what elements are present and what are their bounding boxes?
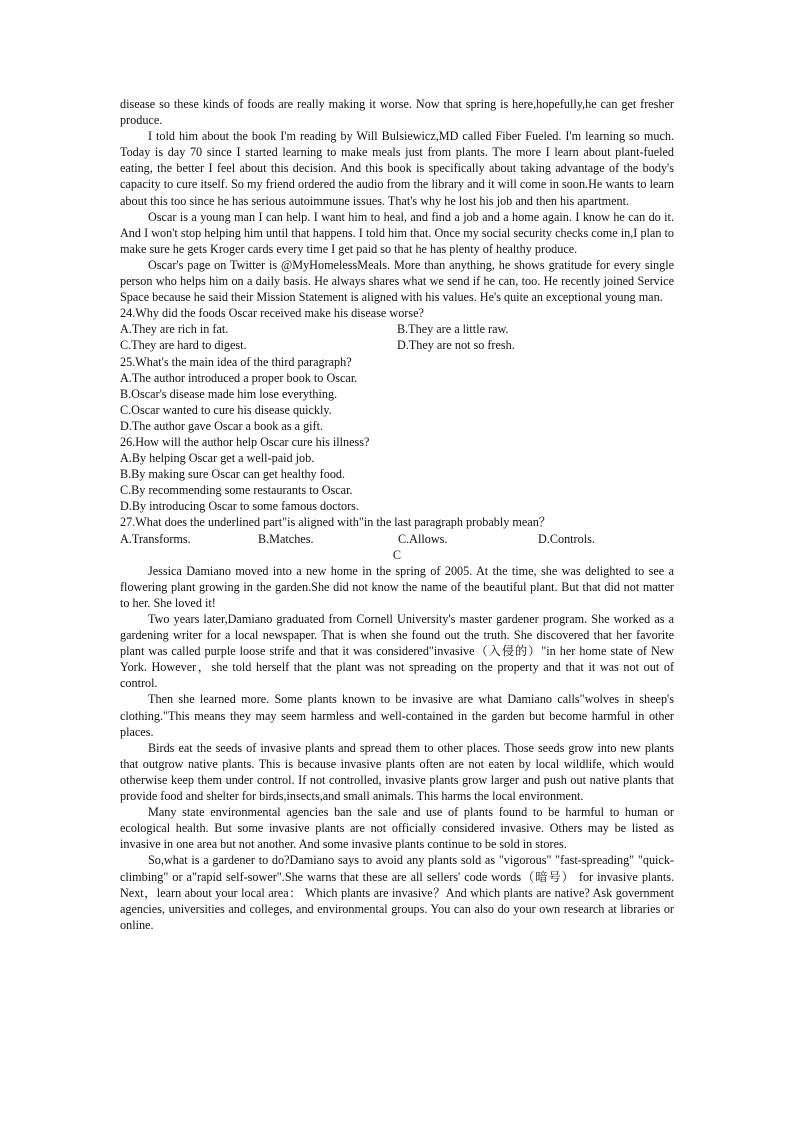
option-d: D.Controls. [538,531,595,546]
option-c: C.Allows. [398,531,448,546]
option-d: D.The author gave Oscar a book as a gift. [120,418,324,433]
option-a: A.Transforms. [120,531,191,546]
option-b: B.Oscar's disease made him lose everything. [120,386,338,401]
question-stem: 24.Why did the foods Oscar received make his disease worse? [120,306,424,321]
option-c: C.Oscar wanted to cure his disease quickly. [120,402,332,417]
option-d: D.By introducing Oscar to some famous doctors. [120,499,359,514]
option-a: A.The author introduced a proper book to Oscar. [120,370,358,385]
question-stem: 25.What's the main idea of the third paragraph? [120,354,352,369]
option-b: B.They are a little raw. [397,322,509,337]
question-stem: 27.What does the underlined part"is aligned with"in the last paragraph probably mean？ [120,515,551,530]
passage-b-paragraph-1-end: disease so these kinds of foods are really making it worse. Now that spring is here,hopefully,he can get fresher produce. [120,97,674,128]
passage-c-paragraph-5: Many state environmental agencies ban the sale and use of plants found to be harmful to human or ecological health. But some invasive plants are not officially considered invasive. Others may be listed as invasive in one area but not another. And some invasive plants continue to be sold in stores. [120,805,674,852]
passage-c-paragraph-2: Two years later,Damiano graduated from Cornell University's master gardener program. She worked as a gardening writer for a local newspaper. That is when she found out the truth. She discovered that her favorite plant was called purple loose strife and that it was considered"invasive（入侵的）"in her home state of New York. However，she told herself that the plant was not spreading on the property and that it was not out of control. [120,612,674,691]
question-27 [120,514,674,546]
passage-c-paragraph-4: Birds eat the seeds of invasive plants and spread them to other places. Those seeds grow into new plants that outgrow native plants. This is because invasive plants often are not eaten by local wildlife, which would otherwise keep them under control. If not controlled, invasive plants grow larger and push out native plants that provide food and shelter for birds,insects,and small animals. This harms the local environment. [120,740,674,804]
question-26 [120,434,674,514]
passage-c-paragraph-3: Then she learned more. Some plants known to be invasive are what Damiano calls"wolves in sheep's clothing."This means they may seem harmless and well-contained in the garden but become harmful in other places. [120,692,674,739]
passage-b-paragraph-3: Oscar is a young man I can help. I want him to heal, and find a job and a home again. I know he can do it. And I won't stop helping him until that happens. I told him that. Once my social security checks come in,I plan to make sure he gets Kroger cards every time I get paid so that he has plenty of healthy produce. [120,209,674,256]
section-label: C [392,547,402,562]
passage-b-paragraph-4: Oscar's page on Twitter is @MyHomelessMeals. More than anything, he shows gratitude for every single person who helps him on a daily basis. He always shares what we send if he can, too. He recently joined Service Space because he said their Mission Statement is aligned with his values. He's quite an exceptional young man. [120,257,674,305]
passage-b-paragraph-2: I told him about the book I'm reading by Will Bulsiewicz,MD called Fiber Fueled. I'm learning so much. Today is day 70 since I started learning to make meals just from plants. The more I learn about plant-fueled eating, the better I feel about this decision. And this book is specifically about taking advantage of the body's capacity to cure itself. So my friend ordered the audio from the library and it will come in soon.He wants to learn about this too since he has serious autoimmune issues. That's why he lost his job and then his apartment. [120,129,674,208]
passage-c-paragraph-1: Jessica Damiano moved into a new home in the spring of 2005. At the time, she was delighted to see a flowering plant growing in the garden.She did not know the name of the beautiful plant. But that did not matter to her. She loved it! [120,563,674,610]
option-a: A.They are rich in fat. [120,322,229,337]
passage-c-paragraph-6: So,what is a gardener to do?Damiano says to avoid any plants sold as "vigorous" "fast-spreading" "quick-climbing" or a"rapid self-sower".She warns that these are all sellers' code words（暗号） for invasive plants. Next，learn about your local area： Which plants are invasive？And which plants are native? Ask government agencies, universities and colleges, and environmental groups. You can also do your own research at libraries or online. [120,853,674,932]
option-c: C.They are hard to digest. [120,338,247,353]
question-24 [120,305,674,353]
option-d: D.They are not so fresh. [397,338,515,353]
option-a: A.By helping Oscar get a well-paid job. [120,451,315,466]
document-page [120,96,674,933]
option-b: B.By making sure Oscar can get healthy food. [120,467,346,482]
option-b: B.Matches. [258,531,314,546]
question-stem: 26.How will the author help Oscar cure his illness? [120,434,370,449]
option-c: C.By recommending some restaurants to Oscar. [120,483,353,498]
question-25 [120,354,674,434]
